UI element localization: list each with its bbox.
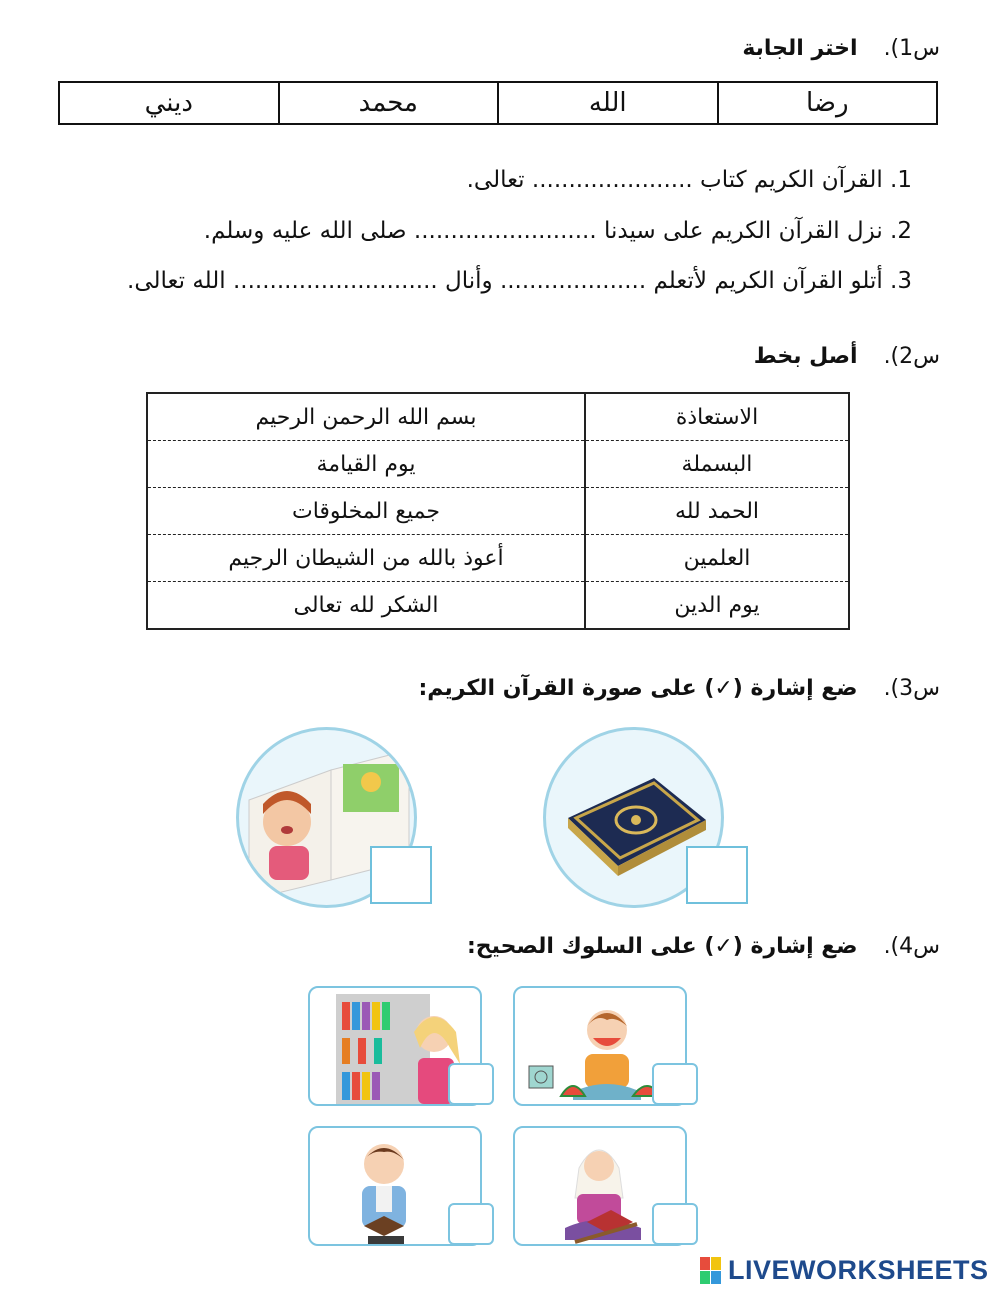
q3-title: ضع إشارة (✓) على صورة القرآن الكريم: (418, 676, 858, 701)
q1-title: اختر الجابة (742, 36, 858, 61)
eating-checkbox[interactable] (652, 1063, 698, 1105)
logo-text: LIVEWORKSHEETS (728, 1255, 989, 1285)
q2-number: س2). (883, 344, 940, 369)
q1-number: س1). (883, 36, 940, 61)
match-cell[interactable]: بسم الله الرحمن الرحيم (147, 393, 585, 441)
table-row (147, 441, 849, 488)
word-bank (58, 81, 938, 125)
q4-title: ضع إشارة (✓) على السلوك الصحيح: (466, 934, 858, 959)
term-cell[interactable]: العلمين (585, 535, 849, 582)
liveworksheets-badge-icon (700, 1257, 722, 1285)
reading-boy-checkbox[interactable] (448, 1203, 494, 1245)
q1-sentence-3[interactable]: 3. أتلو القرآن الكريم لأتعلم .................... وأنال ............................ الله تعالى. (127, 268, 912, 294)
bookshelf-checkbox[interactable] (448, 1063, 494, 1105)
match-cell[interactable]: الشكر لله تعالى (147, 582, 585, 630)
match-cell[interactable]: يوم القيامة (147, 441, 585, 488)
term-cell[interactable]: البسملة (585, 441, 849, 488)
term-cell[interactable]: يوم الدين (585, 582, 849, 630)
table-row (147, 535, 849, 582)
word-bank-item[interactable]: الله (497, 83, 717, 123)
q2-heading (754, 344, 940, 369)
q3-heading (418, 676, 940, 701)
term-cell[interactable]: الاستعاذة (585, 393, 849, 441)
table-row (147, 582, 849, 630)
table-row (147, 488, 849, 535)
storybook-checkbox[interactable] (370, 846, 432, 904)
term-cell[interactable]: الحمد لله (585, 488, 849, 535)
q3-number: س3). (883, 676, 940, 701)
matching-table (146, 392, 850, 630)
q1-sentence-2[interactable]: 2. نزل القرآن الكريم على سيدنا ......................... صلى الله عليه وسلم. (203, 218, 912, 244)
q4-number: س4). (883, 934, 940, 959)
word-bank-item[interactable]: محمد (278, 83, 498, 123)
match-cell[interactable]: جميع المخلوقات (147, 488, 585, 535)
reading-girl-checkbox[interactable] (652, 1203, 698, 1245)
q1-sentence-1[interactable]: 1. القرآن الكريم كتاب ...................... تعالى. (466, 167, 912, 193)
table-row (147, 393, 849, 441)
q2-title: أصل بخط (753, 344, 858, 369)
quran-checkbox[interactable] (686, 846, 748, 904)
word-bank-item[interactable]: ديني (144, 88, 193, 118)
word-bank-item[interactable]: رضا (717, 83, 937, 123)
liveworksheets-logo (700, 1255, 989, 1286)
q1-heading (742, 36, 940, 61)
q4-heading (467, 934, 940, 959)
match-cell[interactable]: أعوذ بالله من الشيطان الرجيم (147, 535, 585, 582)
